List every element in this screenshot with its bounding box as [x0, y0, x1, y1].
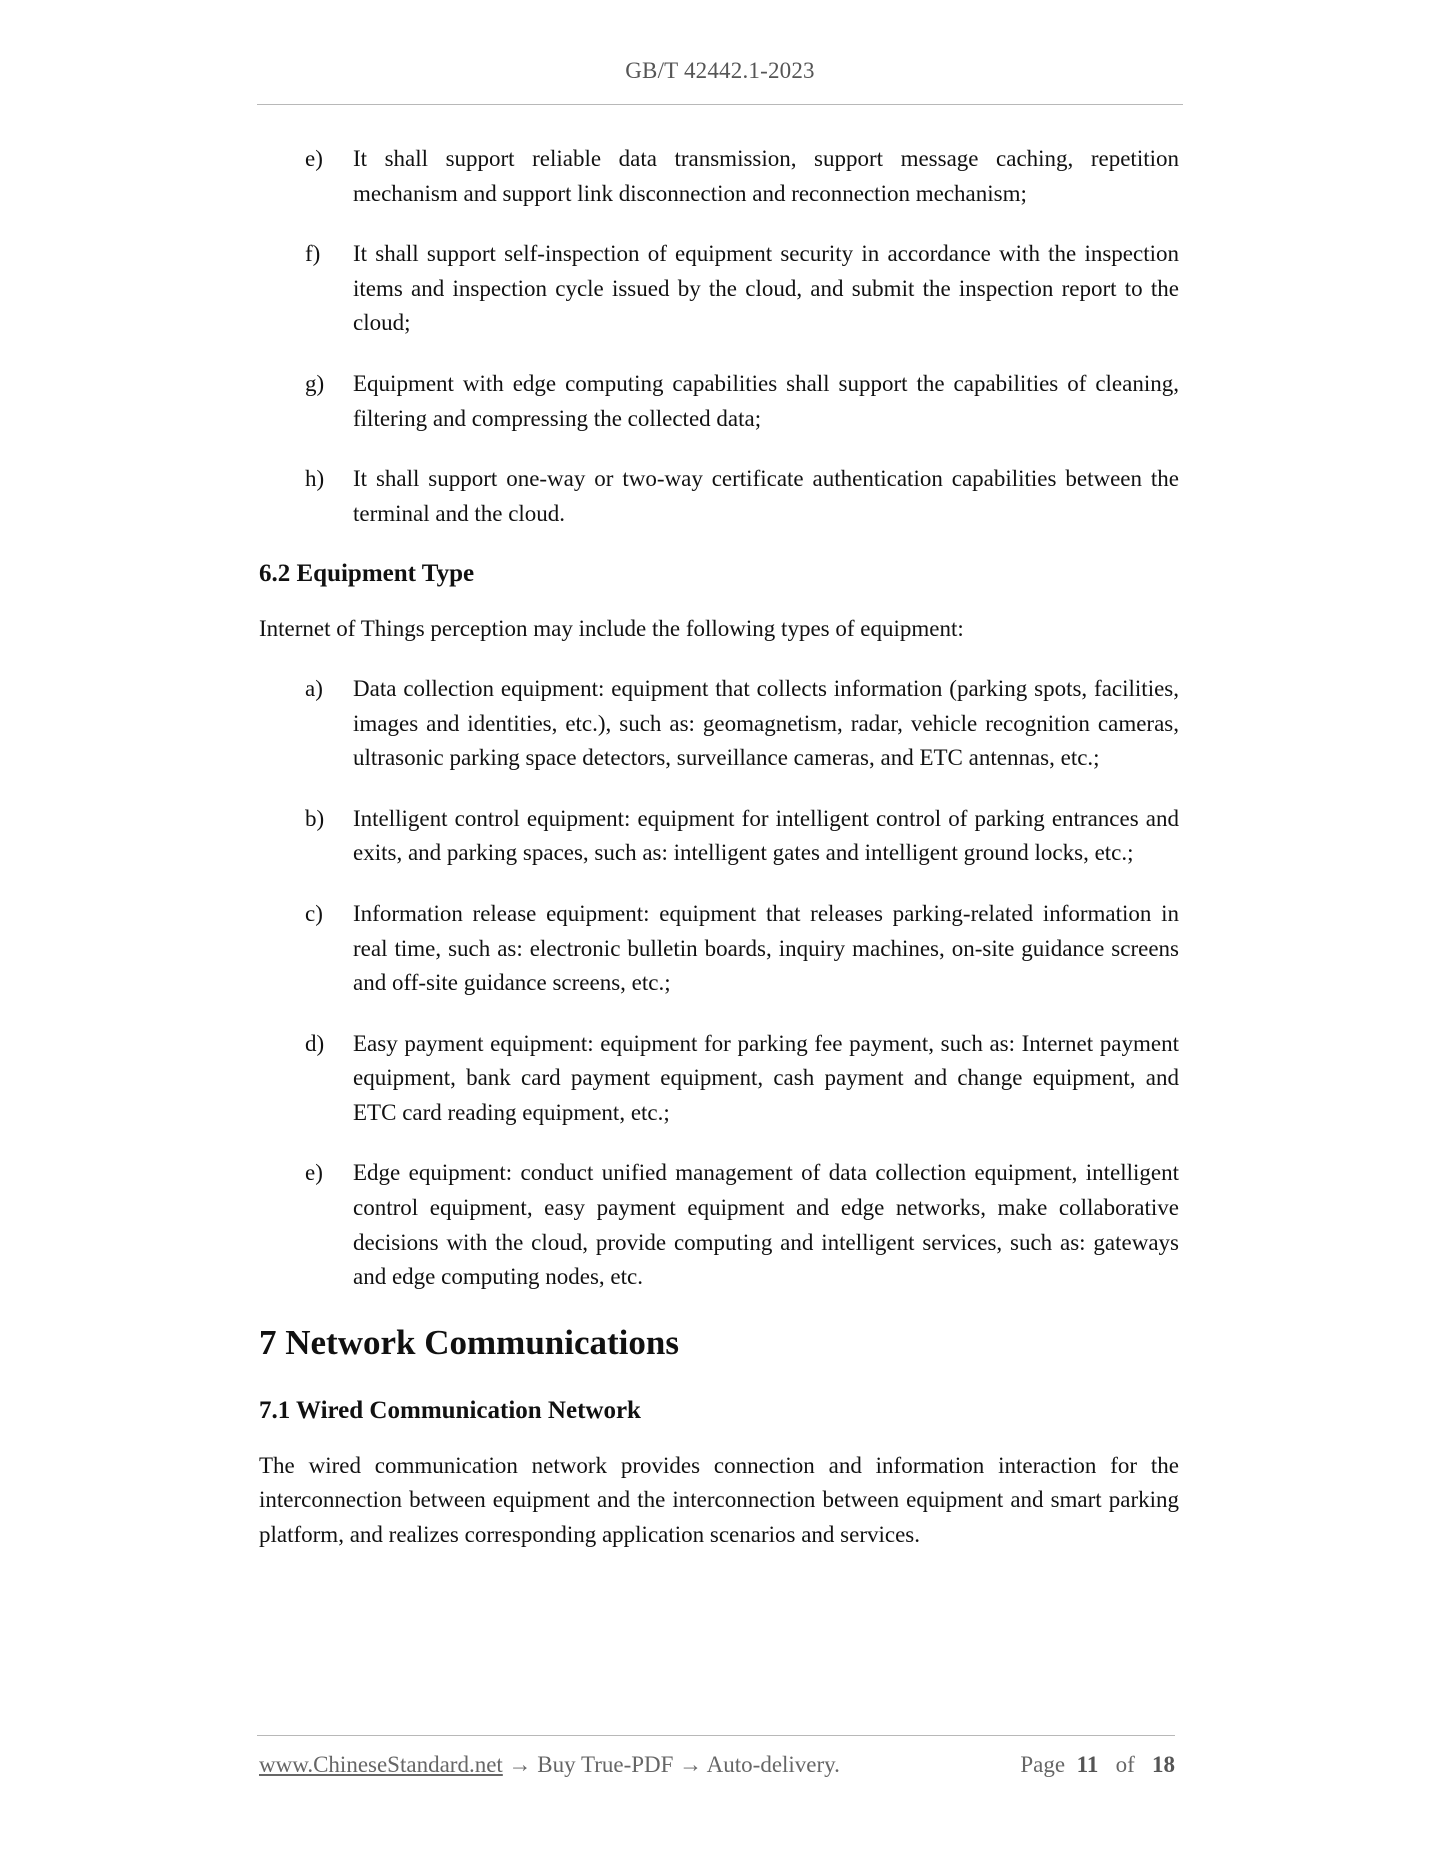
list-item-text: Edge equipment: conduct unified management of data collection equipment, intelligent control equipment, easy payment equipment and edge networks, make collaborative decisions with the cloud, provide computing and intelligent services, such as: gateways and edge computing nodes, etc.: [353, 1160, 1179, 1290]
list-item: [305, 462, 1179, 531]
list-item: [305, 1027, 1179, 1131]
list-item: [305, 1156, 1179, 1294]
list-item-marker: d): [305, 1030, 325, 1056]
list-item-marker: e): [305, 1160, 323, 1186]
list-item-text: Intelligent control equipment: equipment for intelligent control of parking entrances and exits, and parking spaces, such as: intelligent gates and intelligent ground locks, etc.;: [353, 805, 1179, 866]
section-intro-paragraph: Internet of Things perception may include the following types of equipment:: [259, 616, 964, 642]
list-item-text: It shall support reliable data transmission, support message caching, repetition mechanism and support link disconnection and reconnection mechanism;: [353, 146, 1179, 206]
page-indicator: [1020, 1752, 1175, 1778]
list-item: [305, 367, 1179, 436]
list-item-marker: g): [305, 370, 325, 396]
page-content: [259, 142, 1179, 1578]
chapter-heading-7: 7 Network Communications: [259, 1322, 679, 1362]
list-item-marker: e): [305, 146, 323, 171]
list-item: [305, 237, 1179, 341]
footer-promo: [259, 1752, 840, 1778]
list-item-text: Equipment with edge computing capabilities shall support the capabilities of cleaning, filtering and compressing the collected data;: [353, 370, 1179, 431]
list-item: [305, 897, 1179, 1001]
section-heading-6-2: 6.2 Equipment Type: [259, 560, 475, 588]
page-footer: [259, 1752, 1175, 1786]
list-item: [305, 802, 1179, 871]
header-divider: [257, 104, 1183, 105]
list-item: [305, 142, 1179, 211]
list-item-text: Data collection equipment: equipment that collects information (parking spots, facilities, images and identities, etc.), such as: geomagnetism, radar, vehicle recognition cameras, ultrasonic parking space detectors, surveillance cameras, and ETC antennas, etc.;: [353, 675, 1179, 771]
total-pages-number: 18: [1152, 1752, 1175, 1777]
website-link[interactable]: www.ChineseStandard.net: [259, 1752, 503, 1777]
list-item-text: Easy payment equipment: equipment for parking fee payment, such as: Internet payment equipment, bank card payment equipment, cash payment and change equipment, and ETC card reading equipment, etc.;: [353, 1030, 1179, 1125]
document-code-header: GB/T 42442.1-2023: [625, 58, 815, 83]
list-item-marker: b): [305, 805, 325, 831]
list-item-marker: f): [305, 241, 321, 267]
footer-divider: [257, 1735, 1175, 1736]
section-heading-7-1: 7.1 Wired Communication Network: [259, 1396, 641, 1424]
footer-promo-text: → Buy True-PDF → Auto-delivery.: [502, 1752, 840, 1777]
list-item-marker: c): [305, 900, 323, 926]
list-item-marker: a): [305, 675, 323, 701]
current-page-number: 11: [1076, 1752, 1099, 1777]
list-item-text: Information release equipment: equipment that releases parking-related information in real time, such as: electronic bulletin boards, inquiry machines, on-site guidance screens and off-site guidance screens, etc.;: [353, 900, 1179, 996]
section-body-paragraph: The wired communication network provides connection and information interaction for the interconnection between equipment and the interconnection between equipment and smart parking platform, and realizes corresponding application scenarios and services.: [259, 1452, 1179, 1548]
of-label: of: [1115, 1752, 1135, 1777]
list-item-text: It shall support self-inspection of equipment security in accordance with the inspection items and inspection cycle issued by the cloud, and submit the inspection report to the cloud;: [353, 241, 1179, 336]
page-label: Page: [1020, 1752, 1066, 1777]
list-item: [305, 672, 1179, 776]
list-item-marker: h): [305, 466, 325, 492]
list-item-text: It shall support one-way or two-way certificate authentication capabilities between the terminal and the cloud.: [353, 466, 1179, 526]
